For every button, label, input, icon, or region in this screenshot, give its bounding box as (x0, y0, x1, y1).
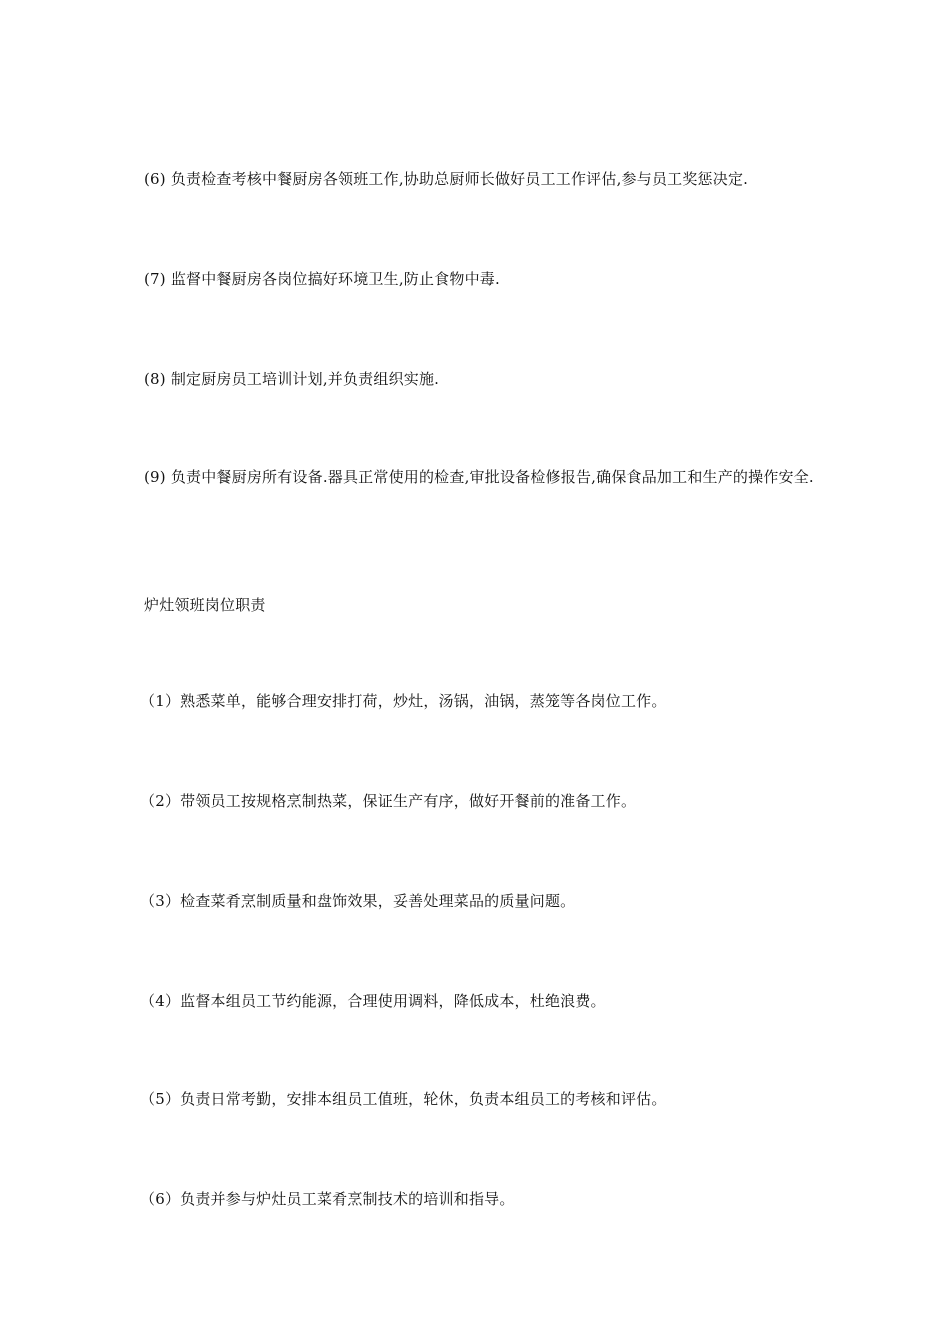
paragraph-item-9-equipment: (9) 负责中餐厨房所有设备.器具正常使用的检查,审批设备检修报告,确保食品加工和生产的操作安全. (144, 468, 814, 486)
paragraph-item-7-hygiene: (7) 监督中餐厨房各岗位搞好环境卫生,防止食物中毒. (144, 270, 500, 288)
duty-item-1: （1）熟悉菜单，能够合理安排打荷，炒灶，汤锅，油锅，蒸笼等各岗位工作。 (140, 692, 667, 710)
section-heading: 炉灶领班岗位职责 (144, 596, 266, 614)
paragraph-item-6-supervision: (6) 负责检查考核中餐厨房各领班工作,协助总厨师长做好员工工作评估,参与员工奖惩决定. (144, 170, 749, 188)
paragraph-item-8-training: (8) 制定厨房员工培训计划,并负责组织实施. (144, 370, 440, 388)
duty-item-6: （6）负责并参与炉灶员工菜肴烹制技术的培训和指导。 (140, 1190, 515, 1208)
duty-item-2: （2）带领员工按规格烹制热菜，保证生产有序，做好开餐前的准备工作。 (140, 792, 637, 810)
duty-item-3: （3）检查菜肴烹制质量和盘饰效果，妥善处理菜品的质量问题。 (140, 892, 576, 910)
duty-item-4: （4）监督本组员工节约能源，合理使用调料，降低成本，杜绝浪费。 (140, 992, 606, 1010)
duty-item-5: （5）负责日常考勤，安排本组员工值班，轮休，负责本组员工的考核和评估。 (140, 1090, 667, 1108)
